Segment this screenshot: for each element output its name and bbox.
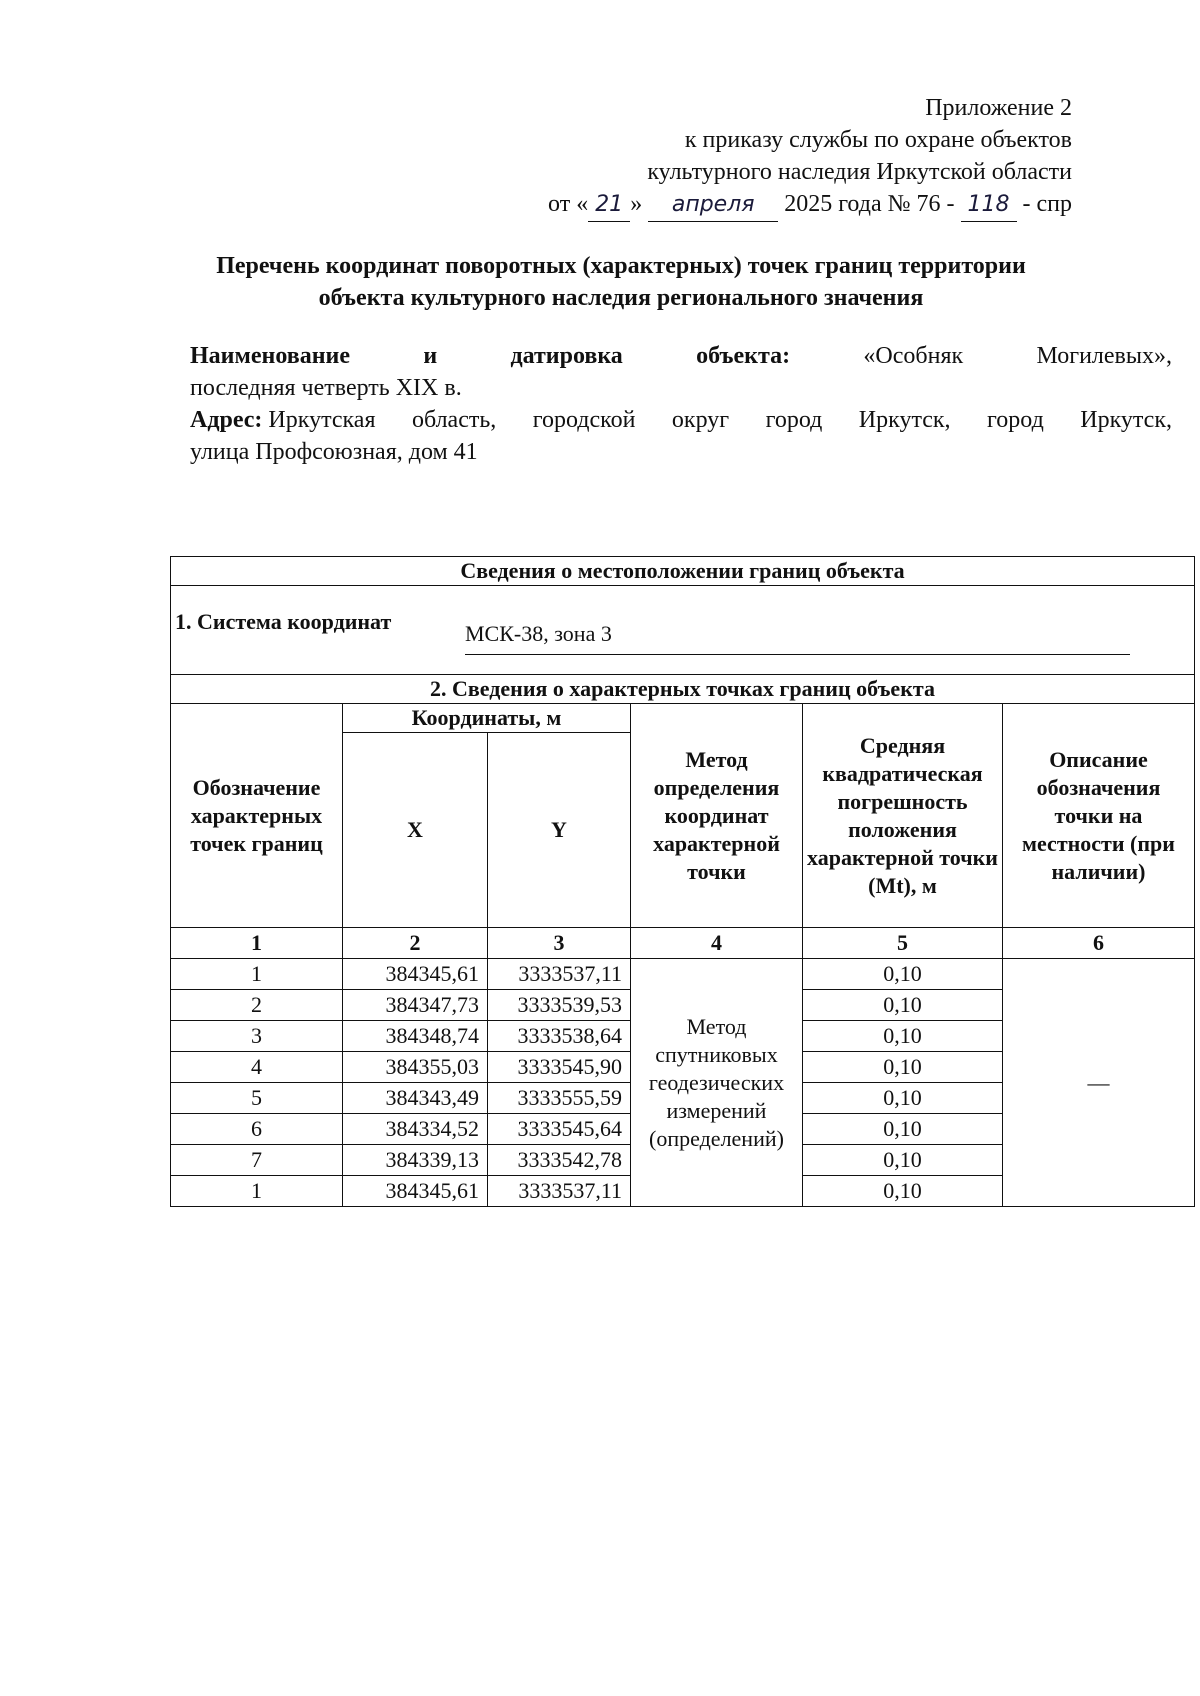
section2-header-row	[171, 675, 1195, 704]
handwritten-order-number: 118	[961, 189, 1017, 222]
name-word-2: и	[423, 343, 438, 369]
x-cell: 384345,61	[343, 959, 488, 990]
point-cell: 6	[171, 1114, 343, 1145]
x-cell: 384347,73	[343, 990, 488, 1021]
object-dating: последняя четверть XIX в.	[190, 375, 462, 401]
date-prefix: от «	[548, 191, 589, 217]
point-cell: 7	[171, 1145, 343, 1176]
column-numbers-row	[171, 928, 1195, 959]
name-word-1: Наименование	[190, 343, 350, 369]
name-word-4: объекта:	[696, 343, 791, 369]
coordinates-table	[170, 556, 1195, 1207]
method-cell: Метод спутниковых геодезических измерений (определений)	[631, 959, 803, 1207]
col-point-header: Обозначение характерных точек границ	[171, 704, 343, 928]
point-cell: 3	[171, 1021, 343, 1052]
x-cell: 384343,49	[343, 1083, 488, 1114]
y-cell: 3333545,64	[488, 1114, 631, 1145]
coordinate-system	[175, 606, 1190, 655]
name-word-5: «Особняк	[863, 343, 964, 369]
y-cell: 3333539,53	[488, 990, 631, 1021]
mt-cell: 0,10	[803, 959, 1003, 990]
x-cell: 384355,03	[343, 1052, 488, 1083]
y-cell: 3333538,64	[488, 1021, 631, 1052]
col-error-header: Средняя квадратическая погрешность положения характерной точки (Mt), м	[803, 704, 1003, 928]
col-method-header: Метод определения координат характерной точки	[631, 704, 803, 928]
title-line1: Перечень координат поворотных (характерных) точек границ территории	[216, 253, 1026, 279]
object-info	[190, 340, 1172, 468]
object-name-line	[190, 340, 1172, 372]
order-year-text: 2025 года № 76 -	[784, 191, 955, 217]
address-line	[190, 404, 1172, 436]
x-cell: 384339,13	[343, 1145, 488, 1176]
address-line1: Иркутская область, городской округ город Иркутск, город Иркутск,	[268, 407, 1172, 433]
mt-cell: 0,10	[803, 1021, 1003, 1052]
title-line2: объекта культурного наследия регионального значения	[318, 285, 924, 311]
coordinate-system-cell	[171, 586, 1195, 675]
order-date-line	[548, 188, 1072, 222]
col-desc-header: Описание обозначения точки на местности (при наличии)	[1003, 704, 1195, 928]
section2-title: 2. Сведения о характерных точках границ объекта	[171, 675, 1195, 704]
section1-header-row	[171, 557, 1195, 586]
col-number: 4	[631, 928, 803, 959]
mt-cell: 0,10	[803, 1052, 1003, 1083]
table-row	[171, 959, 1195, 990]
point-cell: 1	[171, 1176, 343, 1207]
y-cell: 3333537,11	[488, 959, 631, 990]
coordinate-system-value: МСК-38, зона 3	[465, 606, 1130, 655]
point-cell: 2	[171, 990, 343, 1021]
coordinate-system-label: 1. Система координат	[175, 608, 392, 634]
x-cell: 384348,74	[343, 1021, 488, 1052]
column-header-row-1	[171, 704, 1195, 733]
col-number: 5	[803, 928, 1003, 959]
col-number: 6	[1003, 928, 1195, 959]
col-coords-header: Координаты, м	[343, 704, 631, 733]
address-label: Адрес:	[190, 407, 263, 433]
mt-cell: 0,10	[803, 1083, 1003, 1114]
date-quote-close: »	[630, 191, 643, 217]
y-cell: 3333542,78	[488, 1145, 631, 1176]
handwritten-day: 21	[588, 189, 630, 222]
mt-cell: 0,10	[803, 1176, 1003, 1207]
section1-title: Сведения о местоположении границ объекта	[171, 557, 1195, 586]
col-number: 3	[488, 928, 631, 959]
y-cell: 3333555,59	[488, 1083, 631, 1114]
x-cell: 384334,52	[343, 1114, 488, 1145]
name-word-3: датировка	[510, 343, 623, 369]
point-cell: 4	[171, 1052, 343, 1083]
document-header	[548, 92, 1072, 222]
col-y-header: Y	[488, 733, 631, 928]
document-title	[170, 250, 1072, 314]
x-cell: 384345,61	[343, 1176, 488, 1207]
description-cell: —	[1003, 959, 1195, 1207]
mt-cell: 0,10	[803, 1114, 1003, 1145]
appendix-label: Приложение 2	[925, 95, 1072, 121]
coordinate-system-row	[171, 586, 1195, 675]
order-reference-line2: культурного наследия Иркутской области	[647, 159, 1072, 185]
col-number: 2	[343, 928, 488, 959]
mt-cell: 0,10	[803, 1145, 1003, 1176]
address-line2: улица Профсоюзная, дом 41	[190, 439, 478, 465]
col-number: 1	[171, 928, 343, 959]
col-x-header: X	[343, 733, 488, 928]
name-word-6: Могилевых»,	[1036, 343, 1172, 369]
y-cell: 3333537,11	[488, 1176, 631, 1207]
mt-cell: 0,10	[803, 990, 1003, 1021]
handwritten-month: апреля	[648, 189, 778, 222]
point-cell: 5	[171, 1083, 343, 1114]
order-suffix: - спр	[1022, 191, 1072, 217]
order-reference-line1: к приказу службы по охране объектов	[684, 127, 1072, 153]
y-cell: 3333545,90	[488, 1052, 631, 1083]
point-cell: 1	[171, 959, 343, 990]
